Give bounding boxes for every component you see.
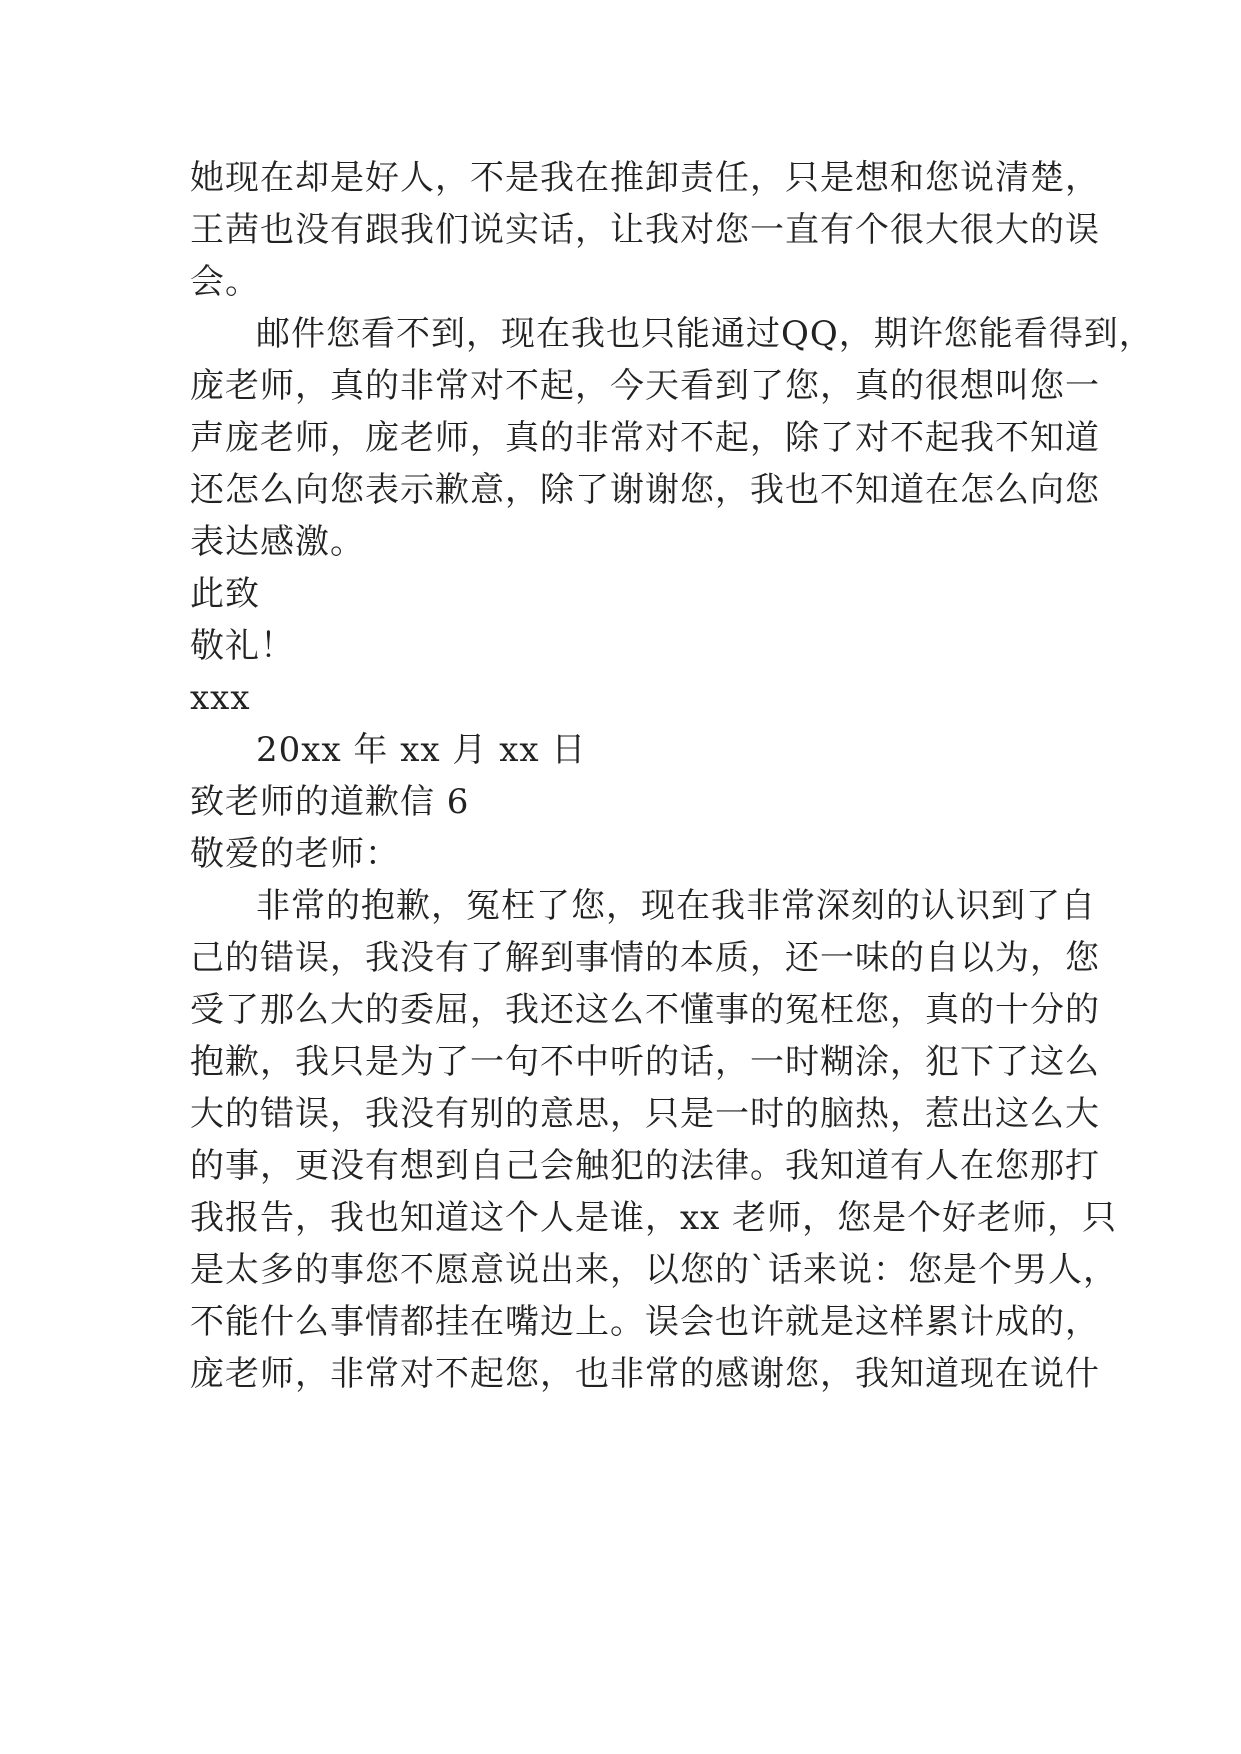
text-line: 我报告，我也知道这个人是谁，xx 老师，您是个好老师，只 xyxy=(190,1198,1118,1238)
closing-salutation: 此致 xyxy=(190,574,260,614)
text-line: 不能什么事情都挂在嘴边上。误会也许就是这样累计成的， xyxy=(190,1302,1100,1342)
text-line: 非常的抱歉，冤枉了您，现在我非常深刻的认识到了自 xyxy=(256,886,1096,926)
text-line: 声庞老师，庞老师，真的非常对不起，除了对不起我不知道 xyxy=(190,418,1100,458)
text-line: 她现在却是好人，不是我在推卸责任，只是想和您说清楚， xyxy=(190,158,1100,198)
text-line: 还怎么向您表示歉意，除了谢谢您，我也不知道在怎么向您 xyxy=(190,470,1100,510)
text-line: 大的错误，我没有别的意思，只是一时的脑热，惹出这么大 xyxy=(190,1094,1100,1134)
signature: xxx xyxy=(190,678,251,718)
section-title: 致老师的道歉信 6 xyxy=(190,782,470,822)
text-line: 的事，更没有想到自己会触犯的法律。我知道有人在您那打 xyxy=(190,1146,1100,1186)
text-line: 己的错误，我没有了解到事情的本质，还一味的自以为，您 xyxy=(190,938,1100,978)
text-line: 受了那么大的委屈，我还这么不懂事的冤枉您，真的十分的 xyxy=(190,990,1100,1030)
text-line: 抱歉，我只是为了一句不中听的话，一时糊涂，犯下了这么 xyxy=(190,1042,1100,1082)
text-line: 庞老师，非常对不起您，也非常的感谢您，我知道现在说什 xyxy=(190,1354,1100,1394)
text-line: 会。 xyxy=(190,262,260,302)
text-line: 王茜也没有跟我们说实话，让我对您一直有个很大很大的误 xyxy=(190,210,1100,250)
text-line: 是太多的事您不愿意说出来，以您的`话来说：您是个男人， xyxy=(190,1250,1118,1290)
closing-regards: 敬礼！ xyxy=(190,626,295,666)
text-line: 表达感激。 xyxy=(190,522,365,562)
text-line: 邮件您看不到，现在我也只能通过QQ，期许您能看得到， xyxy=(256,314,1154,354)
text-line: 庞老师，真的非常对不起，今天看到了您，真的很想叫您一 xyxy=(190,366,1100,406)
date-line: 20xx 年 xx 月 xx 日 xyxy=(256,730,587,770)
greeting: 敬爱的老师： xyxy=(190,834,400,874)
